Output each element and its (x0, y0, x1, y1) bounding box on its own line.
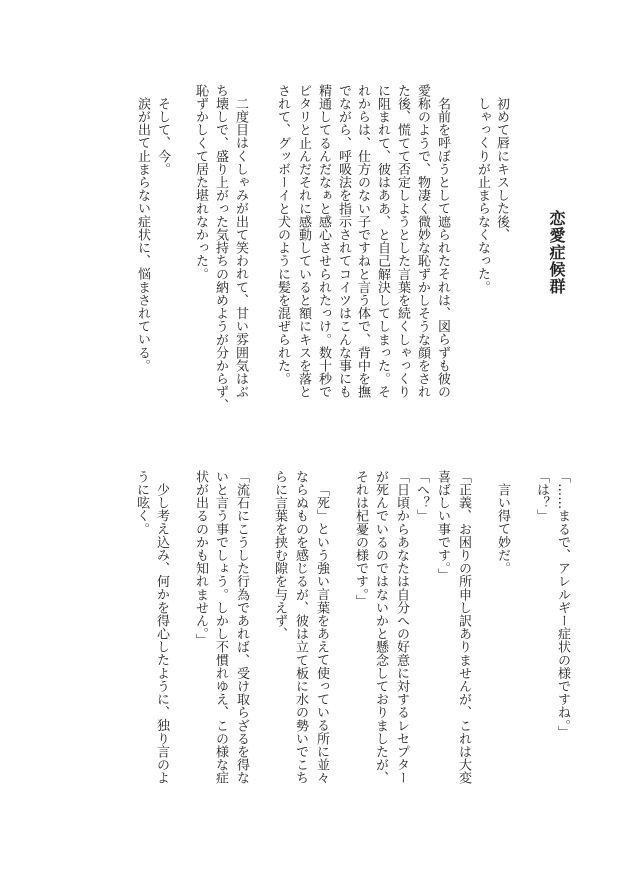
text-column: た後、慌てて否定しようとした言葉を続くしゃっくり (395, 84, 410, 399)
text-column: 初めて唇にキスした後、 (494, 97, 509, 242)
text-column: 愛称のようで、物凄く微妙な恥ずかしそうな顔をされ (415, 84, 430, 399)
text-column: ならぬものを感じるが、彼は立て板に水の勢いでこち (293, 470, 308, 785)
text-column: ピタリと止んだそれに感動していると額にキスを落と (296, 84, 311, 399)
text-column: に阻まれて、彼はああ、と自己解決してしまった。そ (375, 84, 390, 399)
text-column: いと言う事でしょう。しかし不慣れゆえ、この様な症 (213, 470, 228, 785)
text-column: 「日頃からあなたは自分への好意に対するレセプター (394, 470, 409, 785)
text-column: が死んでいるのではないかと懸念しておりましたが、 (373, 470, 388, 785)
text-column: しゃっくりが止まらなくなった。 (475, 97, 490, 294)
text-column: らに言葉を挟む隙を与えず、 (272, 470, 287, 641)
text-column: 名前を呼ぼうとして遮られたそれは、図らずも彼の (435, 97, 450, 399)
text-column: 精通してるんだなぁと感心させられたっけ。数十秒で (316, 84, 331, 399)
text-column: 「正義、お困りの所申し訳ありませんが、これは大変 (456, 470, 471, 785)
text-column: されて、グッボーイと犬のように髪を混ぜられた。 (275, 84, 290, 386)
text-column: ち壊しで、盛り上がった気持ちの納めようが分からず、 (213, 84, 228, 412)
text-column: 喜ばしい事です。」 (435, 470, 450, 582)
text-column: それは杞憂の様です。」 (353, 470, 368, 608)
text-column: 言い得て妙だ。 (495, 483, 510, 575)
text-column: 「流石にこうした行為であれば、受け取らざるを得な (234, 470, 249, 785)
text-column: 二度目はくしゃみが出て笑われて、甘い雰囲気はぶ (233, 97, 248, 399)
text-column: 「へ？」 (414, 470, 429, 523)
document-title: 恋愛症候群 (547, 210, 566, 295)
text-column: 少し考え込み、何かを得心したように、独り言のよ (154, 483, 169, 785)
text-column: でながら、呼吸法を指示されてコイツはこんな事にも (336, 84, 351, 399)
text-column: 「は？」 (534, 470, 549, 523)
text-column: 状が出るのかも知れません。」 (193, 470, 208, 647)
text-column: れからは、仕方のない子ですねと言う体で、背中を撫 (355, 84, 370, 399)
text-column: 「死」という強い言葉をあえて使っている所に並々 (314, 483, 329, 785)
text-column: 恥ずかしくて居た堪れなかった。 (193, 84, 208, 281)
text-column: 「……まるで、アレルギー症状の様ですね。」 (555, 470, 570, 739)
text-column: うに呟く。 (134, 470, 149, 536)
text-column: そして、今。 (155, 97, 170, 176)
text-column: 涙が出て止まらない症状に、悩まされている。 (135, 97, 150, 373)
